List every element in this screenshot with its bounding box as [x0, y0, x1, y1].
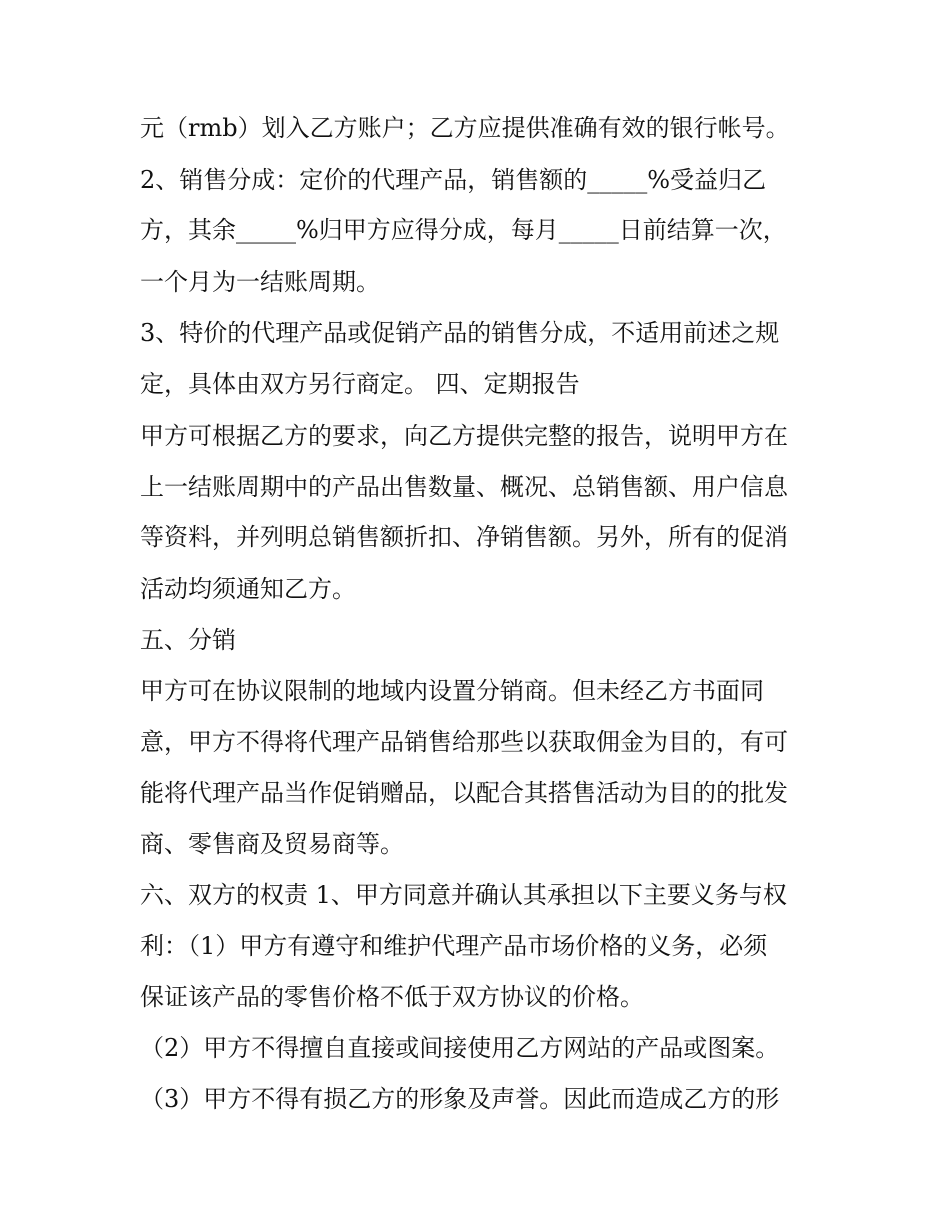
- text-line: 方，其余_____%归甲方应得分成，每月_____日前结算一次，: [140, 216, 787, 244]
- text-line: 活动均须通知乙方。: [140, 575, 356, 603]
- text-line: （2）甲方不得擅自直接或间接使用乙方网站的产品或图案。: [140, 1034, 780, 1062]
- text-line: （3）甲方不得有损乙方的形象及声誉。因此而造成乙方的形: [140, 1085, 780, 1113]
- text-line: 甲方可在协议限制的地域内设置分销商。但未经乙方书面同: [140, 677, 764, 705]
- text-line: 六、双方的权责 1、甲方同意并确认其承担以下主要义务与权: [140, 881, 787, 909]
- text-line: 定，具体由双方另行商定。 四、定期报告: [140, 370, 580, 398]
- section-heading: 五、分销: [140, 626, 236, 654]
- text-line: 元（rmb）划入乙方账户；乙方应提供准确有效的银行帐号。: [140, 114, 790, 142]
- text-line: 保证该产品的零售价格不低于双方协议的价格。: [140, 983, 644, 1011]
- text-line: 甲方可根据乙方的要求，向乙方提供完整的报告，说明甲方在: [140, 422, 788, 450]
- text-line: 等资料，并列明总销售额折扣、净销售额。另外，所有的促消: [140, 523, 788, 551]
- text-line: 能将代理产品当作促销赠品，以配合其搭售活动为目的的批发: [140, 779, 788, 807]
- text-line: 一个月为一结账周期。: [140, 268, 380, 296]
- text-line: 商、零售商及贸易商等。: [140, 830, 404, 858]
- text-line: 2、销售分成：定价的代理产品，销售额的_____%受益归乙: [140, 166, 767, 194]
- text-line: 3、特价的代理产品或促销产品的销售分成，不适用前述之规: [140, 319, 780, 347]
- text-line: 上一结账周期中的产品出售数量、概况、总销售额、用户信息: [140, 473, 788, 501]
- text-line: 意，甲方不得将代理产品销售给那些以获取佣金为目的，有可: [140, 728, 788, 756]
- text-line: 利：（1）甲方有遵守和维护代理产品市场价格的义务，必须: [140, 932, 768, 960]
